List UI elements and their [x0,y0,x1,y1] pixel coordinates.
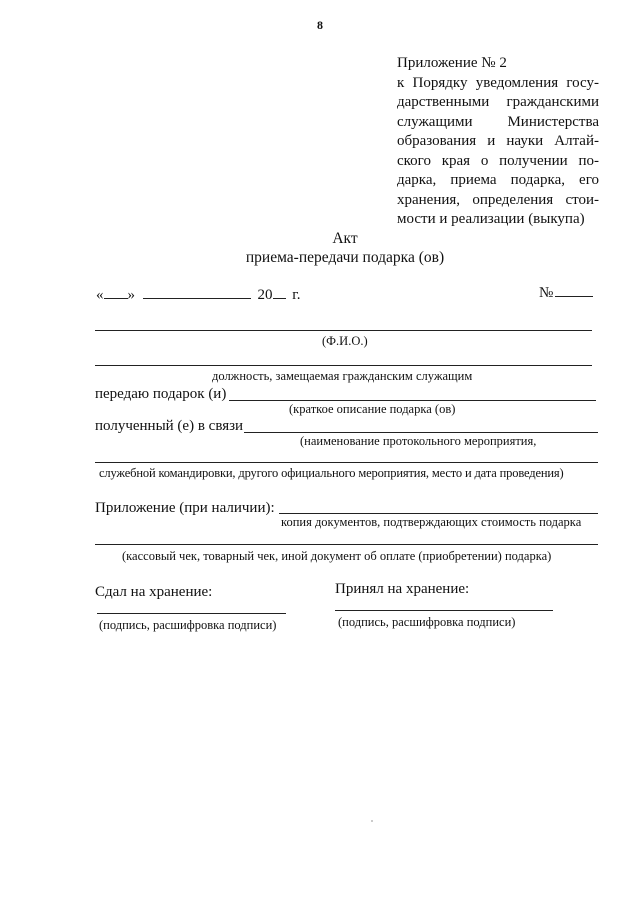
receipt-docs-caption: (кассовый чек, товарный чек, иной документ об оплате (приобретении) подарка) [122,549,552,563]
fio-line [95,330,592,331]
signature-left-caption: (подпись, расшифровка подписи) [99,618,277,632]
appendix-line: ского края о получении по- [397,152,599,169]
event-details-caption: служебной командировки, другого официального мероприятия, место и дата проведения) [99,466,564,480]
appendix-line: служащими Министерства [397,113,599,130]
month-blank [143,286,251,299]
position-caption: должность, замещаемая гражданским служащим [212,369,473,383]
number-blank [555,284,593,297]
received-line [244,432,598,433]
gift-description-caption: (краткое описание подарка (ов) [289,402,456,416]
position-line [95,365,592,366]
handed-over-label: Сдал на хранение: [95,584,213,600]
appendix-line: к Порядку уведомления госу- [397,74,599,91]
act-title: Акт [332,230,358,247]
attachment-line [279,513,598,514]
appendix-line: дарственными гражданскими [397,94,599,110]
appendix-line: мости и реализации (выкупа) [397,211,585,227]
appendix-block [397,54,599,230]
year-blank [273,286,286,299]
date-row [96,286,300,304]
fio-caption: (Ф.И.О.) [322,334,368,348]
act-subtitle: приема-передачи подарка (ов) [245,249,445,266]
year-prefix: 20 [257,287,273,303]
appendix-line: образования и науки Алтай- [397,133,599,149]
scan-speck [371,820,373,822]
appendix-title: Приложение № 2 [397,55,507,71]
received-label: полученный (е) в связи [95,418,244,434]
attachment-label: Приложение (при наличии): [95,500,275,516]
close-quote: » [127,287,135,303]
day-blank [104,286,128,299]
signature-left-line [97,613,286,614]
number-sign: № [539,285,554,301]
appendix-line: дарка, приема подарка, его [397,172,599,188]
event-name-caption: (наименование протокольного мероприятия, [300,434,537,448]
appendix-text [397,74,599,230]
page-number: 8 [317,18,323,32]
documents-copy-caption: копия документов, подтверждающих стоимость подарка [281,515,582,529]
year-suffix: г. [292,287,301,303]
receipt-line [95,544,598,545]
open-quote: « [96,287,104,303]
transfer-line [229,400,596,401]
signature-right-line [335,610,553,611]
event-details-line [95,462,598,463]
appendix-line: хранения, определения стои- [397,191,599,208]
signature-right-caption: (подпись, расшифровка подписи) [338,615,516,629]
accepted-label: Принял на хранение: [335,581,470,597]
transfer-label: передаю подарок (и) [95,386,227,402]
number-field [539,284,593,302]
